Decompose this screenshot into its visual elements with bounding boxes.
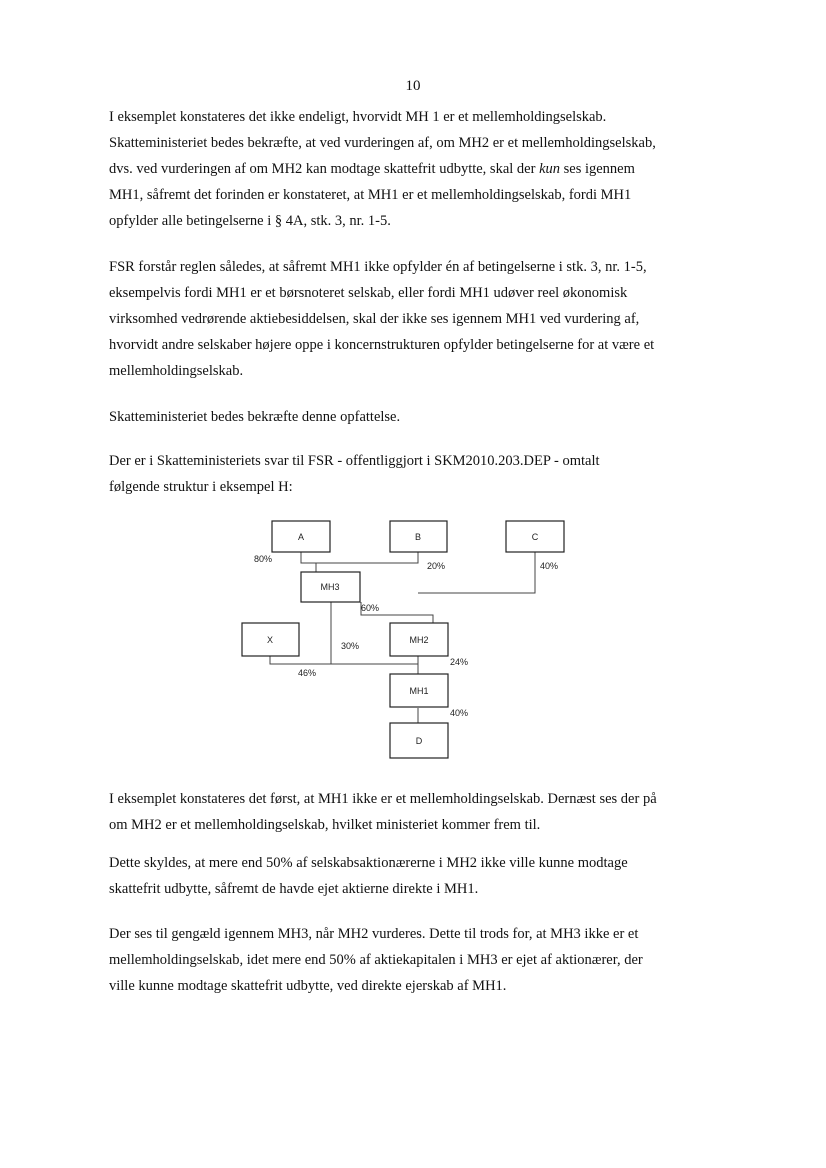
paragraph-4	[109, 448, 729, 500]
text-line: hvorvidt andre selskaber højere oppe i koncernstrukturen opfylder betingelserne for at være et	[109, 337, 655, 353]
text-line: MH1, såfremt det forinden er konstateret, at MH1 er et mellemholdingselskab, fordi MH1	[109, 187, 632, 203]
connector-a-b	[301, 552, 418, 563]
connector-x-mh2	[270, 656, 418, 664]
paragraph-1	[109, 104, 729, 234]
text-line: mellemholdingselskab, idet mere end 50% af aktiekapitalen i MH3 er ejet af aktionærer, der	[109, 952, 643, 968]
pct-mh2-mh1: 24%	[450, 657, 469, 667]
pct-b-mh2: 20%	[427, 561, 446, 571]
pct-c-mh2: 40%	[540, 561, 559, 571]
text-segment: dvs. ved vurderingen af om MH2 kan modtage skattefrit udbytte, skal der	[109, 161, 540, 177]
text-line: Skatteministeriet bedes bekræfte, at ved vurderingen af, om MH2 er et mellemholdingselskab,	[109, 135, 656, 151]
box-mh2-label: MH2	[409, 635, 429, 645]
text-line: Dette skyldes, at mere end 50% af selskabsaktionærerne i MH2 ikke ville kunne modtage	[109, 855, 628, 871]
text-line: opfylder alle betingelserne i § 4A, stk. 3, nr. 1-5.	[109, 213, 391, 229]
text-line: eksempelvis fordi MH1 er et børsnoteret selskab, eller fordi MH1 udøver reel økonomisk	[109, 285, 628, 301]
pct-x-mh1: 30%	[341, 641, 360, 651]
box-mh3-label: MH3	[320, 582, 340, 592]
text-line: Skatteministeriet bedes bekræfte denne opfattelse.	[109, 409, 401, 425]
paragraph-6	[109, 850, 729, 902]
text-line: Der ses til gengæld igennem MH3, når MH2 vurderes. Dette til trods for, at MH3 ikke er et	[109, 926, 639, 942]
text-line: skattefrit udbytte, såfremt de havde ejet aktierne direkte i MH1.	[109, 881, 479, 897]
pct-a-mh3: 80%	[254, 554, 273, 564]
text-segment: ses igennem	[560, 161, 635, 177]
paragraph-5	[109, 786, 729, 838]
ownership-structure-diagram	[230, 515, 590, 765]
connector-c-mh2	[418, 552, 535, 593]
box-a-label: A	[297, 532, 305, 542]
paragraph-3	[109, 404, 729, 430]
text-line: virksomhed vedrørende aktiebesiddelsen, skal der ikke ses igennem MH1 ved vurdering af,	[109, 311, 640, 327]
text-line: følgende struktur i eksempel H:	[109, 479, 293, 495]
text-line: I eksemplet konstateres det først, at MH1 ikke er et mellemholdingselskab. Dernæst ses der på	[109, 791, 657, 807]
text-line	[109, 156, 729, 182]
pct-x-mh1-low: 46%	[298, 668, 317, 678]
text-line: I eksemplet konstateres det ikke endeligt, hvorvidt MH 1 er et mellemholdingselskab.	[109, 109, 607, 125]
paragraph-2	[109, 254, 729, 384]
box-d-label: D	[415, 736, 423, 746]
box-x-label: X	[266, 635, 274, 645]
text-line: ville kunne modtage skattefrit udbytte, ved direkte ejerskab af MH1.	[109, 978, 507, 994]
pct-mh1-d: 40%	[450, 708, 469, 718]
page-number: 10	[405, 78, 421, 94]
emphasis-kun: kun	[539, 161, 560, 177]
paragraph-7	[109, 921, 729, 999]
text-line: om MH2 er et mellemholdingselskab, hvilket ministeriet kommer frem til.	[109, 817, 541, 833]
text-line: Der er i Skatteministeriets svar til FSR - offentliggjort i SKM2010.203.DEP - omtalt	[109, 453, 600, 469]
text-line: FSR forstår reglen således, at såfremt MH1 ikke opfylder én af betingelserne i stk. 3, nr. 1-5,	[109, 259, 647, 275]
box-b-label: B	[414, 532, 422, 542]
box-c-label: C	[531, 532, 539, 542]
text-line: mellemholdingselskab.	[109, 363, 244, 379]
box-mh1-label: MH1	[409, 686, 429, 696]
pct-mh3-mh2: 60%	[361, 603, 380, 613]
